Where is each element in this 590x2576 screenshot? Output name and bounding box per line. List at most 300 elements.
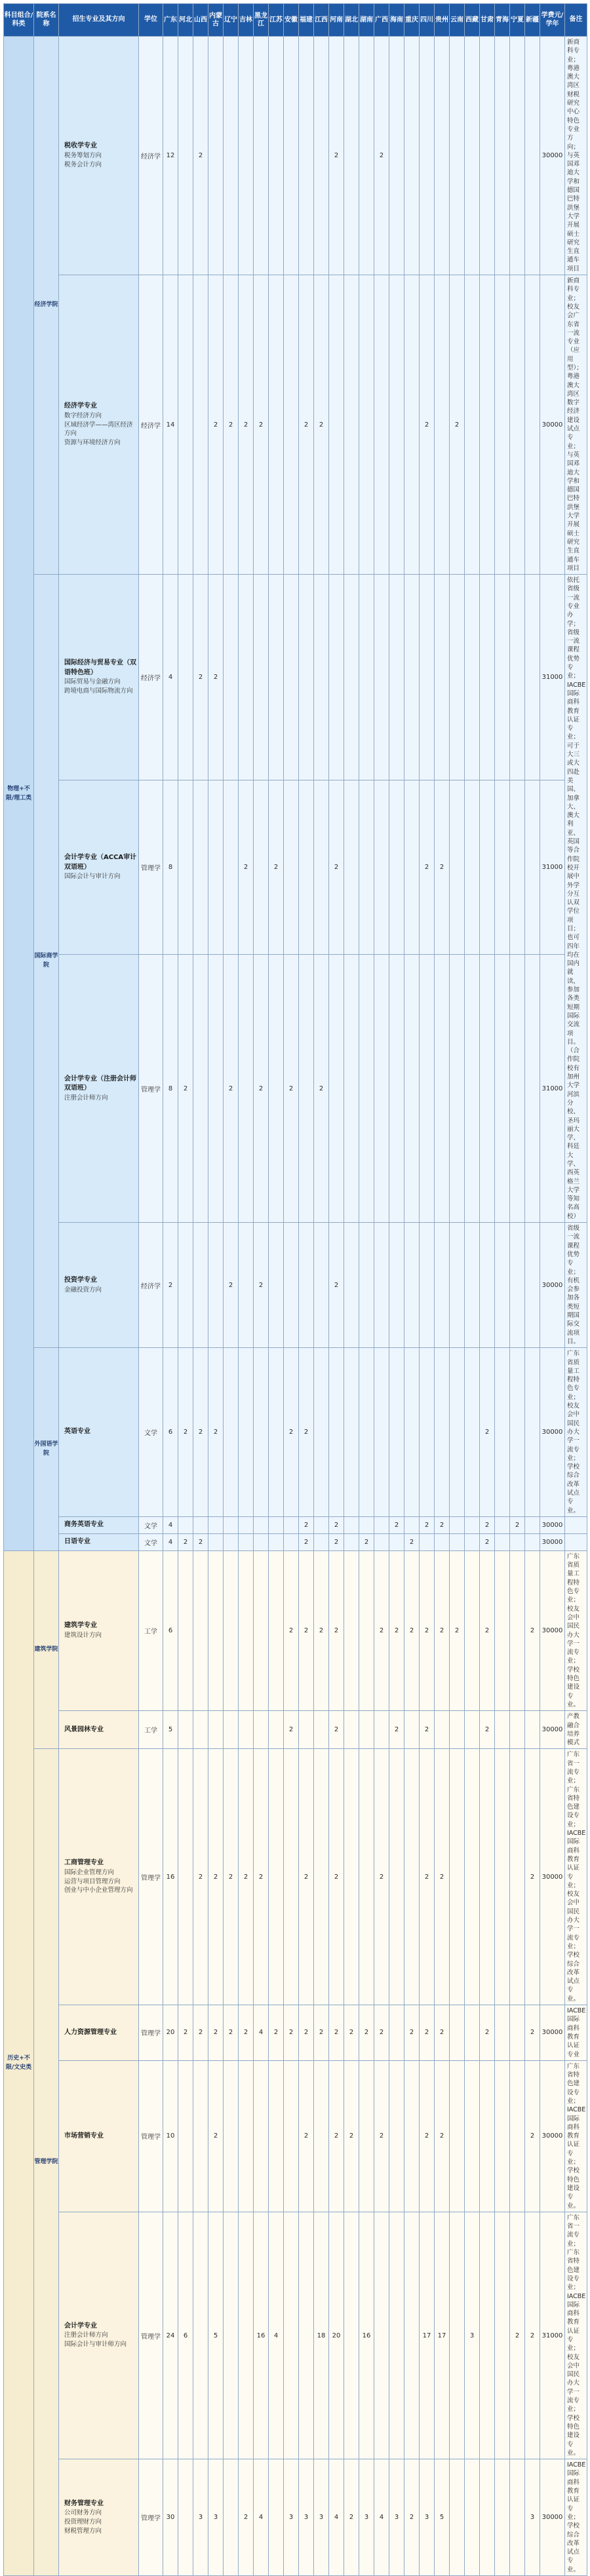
quota-cell: 20 [163, 2005, 178, 2061]
quota-cell [450, 2005, 465, 2061]
quota-cell [404, 955, 420, 1223]
quota-cell [510, 37, 525, 275]
quota-cell [269, 1516, 284, 1533]
quota-cell [495, 2459, 510, 2576]
quota-cell: 2 [239, 275, 254, 575]
note-cell: 新商科专业；校友会广东省一流专业（应用型）；粤港澳大湾区数字经济建设试点专业；与英国邓迪大学和德国巴特洪堡大学开展硕士研究生直通车项目 [565, 275, 587, 575]
quota-cell [495, 780, 510, 954]
header-province: 山西 [193, 4, 208, 37]
quota-cell [525, 1533, 540, 1550]
major-cell [59, 1749, 139, 2005]
quota-cell [178, 780, 193, 954]
major-direction: 税务会计方向 [64, 161, 102, 168]
quota-cell [435, 1533, 450, 1550]
quota-cell [269, 2459, 284, 2576]
quota-cell [208, 1516, 224, 1533]
quota-cell [525, 1516, 540, 1533]
quota-cell: 30 [163, 2459, 178, 2576]
quota-cell: 2 [314, 2005, 329, 2061]
quota-cell: 2 [435, 2060, 450, 2212]
quota-cell [178, 37, 193, 275]
quota-cell [404, 1711, 420, 1749]
quota-cell [359, 37, 374, 275]
fee-cell: 30000 [540, 1223, 565, 1348]
quota-cell [254, 1550, 269, 1710]
quota-cell [239, 1550, 254, 1710]
quota-cell [224, 1711, 239, 1749]
quota-cell: 3 [208, 2459, 224, 2576]
quota-cell [359, 1550, 374, 1710]
header-province: 宁夏 [510, 4, 525, 37]
fee-cell: 30000 [540, 1749, 565, 2005]
quota-cell [224, 2060, 239, 2212]
quota-cell [404, 1516, 420, 1533]
quota-cell [314, 575, 329, 780]
quota-cell [404, 2212, 420, 2459]
quota-cell: 2 [389, 1550, 404, 1710]
quota-cell [495, 575, 510, 780]
quota-cell [374, 1533, 389, 1550]
major-name: 税收学专业 [64, 142, 97, 150]
quota-cell: 2 [404, 2459, 420, 2576]
quota-cell: 2 [299, 1749, 314, 2005]
quota-cell [344, 575, 359, 780]
major-name: 财务管理专业 [64, 2499, 104, 2507]
quota-cell [525, 275, 540, 575]
quota-cell [495, 1550, 510, 1710]
header-province: 吉林 [239, 4, 254, 37]
quota-cell: 2 [193, 1533, 208, 1550]
quota-cell [269, 1533, 284, 1550]
header-province: 江苏 [269, 4, 284, 37]
quota-cell [374, 1223, 389, 1348]
major-name: 会计学专业（ACCA审计双语班） [64, 854, 137, 871]
degree-cell: 经济学 [139, 575, 163, 780]
quota-cell: 4 [269, 2212, 284, 2459]
fee-cell: 30000 [540, 1550, 565, 1710]
quota-cell: 3 [465, 2212, 480, 2459]
quota-cell [254, 1711, 269, 1749]
quota-cell [193, 2060, 208, 2212]
quota-cell: 2 [208, 2005, 224, 2061]
quota-cell [450, 955, 465, 1223]
major-name: 投资学专业 [64, 1277, 97, 1284]
quota-cell [389, 1749, 404, 2005]
quota-cell [510, 1550, 525, 1710]
quota-cell [510, 1348, 525, 1517]
fee-cell: 30000 [540, 2459, 565, 2576]
quota-cell: 2 [193, 37, 208, 275]
quota-cell [284, 275, 299, 575]
category-cell: 物理+不限/理工类 [4, 37, 34, 1551]
quota-cell [344, 1516, 359, 1533]
quota-cell [224, 780, 239, 954]
major-cell [59, 2459, 139, 2576]
header-category: 科目组合/科类 [4, 4, 34, 37]
quota-cell [525, 1348, 540, 1517]
quota-cell: 6 [163, 1348, 178, 1517]
quota-cell [254, 575, 269, 780]
quota-cell [314, 1348, 329, 1517]
quota-cell: 2 [178, 2005, 193, 2061]
quota-cell: 2 [329, 2005, 344, 2061]
quota-cell: 2 [299, 275, 314, 575]
major-cell [59, 780, 139, 954]
quota-cell [344, 37, 359, 275]
major-direction: 投资理财方向 [64, 2518, 102, 2526]
degree-cell: 经济学 [139, 1223, 163, 1348]
quota-cell [510, 2005, 525, 2061]
header-province: 贵州 [435, 4, 450, 37]
quota-cell: 2 [254, 1749, 269, 2005]
major-cell [59, 2060, 139, 2212]
quota-cell [314, 1749, 329, 2005]
degree-cell: 经济学 [139, 37, 163, 275]
quota-cell [465, 2005, 480, 2061]
quota-cell [224, 1348, 239, 1517]
quota-cell: 2 [254, 955, 269, 1223]
quota-cell: 4 [374, 2459, 389, 2576]
quota-cell [254, 2060, 269, 2212]
quota-cell [480, 575, 495, 780]
quota-cell [404, 1749, 420, 2005]
major-direction: 运营与项目管理方向 [64, 1877, 121, 1885]
quota-cell: 16 [254, 2212, 269, 2459]
quota-cell [450, 1516, 465, 1533]
note-cell: 广东省一流专业；广东省特色建设专业；IACBE国际商科教育认证专业；校友会中国民办大学一流专业；学校特色建设专业。 [565, 2212, 587, 2459]
header-province: 甘肃 [480, 4, 495, 37]
quota-cell: 2 [224, 275, 239, 575]
quota-cell: 2 [208, 275, 224, 575]
quota-cell: 2 [420, 1550, 435, 1710]
quota-cell: 2 [254, 1223, 269, 1348]
degree-cell: 文学 [139, 1348, 163, 1517]
quota-cell: 2 [420, 2005, 435, 2061]
quota-cell [314, 780, 329, 954]
quota-cell [480, 37, 495, 275]
quota-cell [420, 1348, 435, 1517]
fee-cell: 30000 [540, 1516, 565, 1533]
major-name: 会计学专业 [64, 2322, 97, 2330]
note-cell: 广东省一流专业；广东省特色建设专业；IACBE国际商科教育认证专业；校友会中国民办大学一流专业；学校综合改革试点专业。 [565, 1749, 587, 2005]
quota-cell [480, 955, 495, 1223]
major-direction: 注册会计师方向 [64, 1094, 108, 1102]
quota-cell: 3 [359, 2459, 374, 2576]
quota-cell: 2 [299, 1550, 314, 1710]
quota-cell [239, 575, 254, 780]
quota-cell [450, 1749, 465, 2005]
quota-cell [224, 2212, 239, 2459]
degree-cell: 管理学 [139, 2459, 163, 2576]
college-cell: 外国语学院 [34, 1348, 59, 1551]
quota-cell: 5 [163, 1711, 178, 1749]
quota-cell [525, 37, 540, 275]
college-cell: 建筑学院 [34, 1550, 59, 1749]
quota-cell [495, 275, 510, 575]
quota-cell [420, 1223, 435, 1348]
quota-cell: 8 [163, 780, 178, 954]
quota-cell: 2 [329, 37, 344, 275]
quota-cell: 2 [284, 955, 299, 1223]
quota-cell: 2 [178, 955, 193, 1223]
major-direction: 财税管理方向 [64, 2527, 102, 2535]
quota-cell [193, 275, 208, 575]
quota-cell: 2 [329, 780, 344, 954]
quota-cell: 2 [299, 1516, 314, 1533]
quota-cell [239, 1533, 254, 1550]
quota-cell [465, 575, 480, 780]
quota-cell [284, 37, 299, 275]
quota-cell [344, 1533, 359, 1550]
header-province: 广东 [163, 4, 178, 37]
quota-cell [178, 1711, 193, 1749]
major-direction: 国际贸易与金融方向 [64, 678, 121, 686]
header-province: 辽宁 [224, 4, 239, 37]
quota-cell [208, 1711, 224, 1749]
quota-cell: 3 [314, 2459, 329, 2576]
degree-cell: 文学 [139, 1516, 163, 1533]
admission-plan-table [3, 3, 587, 2576]
quota-cell [495, 955, 510, 1223]
quota-cell: 8 [163, 955, 178, 1223]
quota-cell: 2 [420, 275, 435, 575]
quota-cell [389, 2060, 404, 2212]
quota-cell [284, 780, 299, 954]
quota-cell [404, 1223, 420, 1348]
quota-cell [465, 2060, 480, 2212]
quota-cell [389, 2005, 404, 2061]
major-cell [59, 575, 139, 780]
quota-cell [239, 1348, 254, 1517]
major-direction: 金融投资方向 [64, 1286, 102, 1294]
quota-cell [435, 1711, 450, 1749]
quota-cell [299, 1711, 314, 1749]
quota-cell [495, 2212, 510, 2459]
major-direction: 国际企业管理方向 [64, 1868, 115, 1876]
degree-cell: 管理学 [139, 1749, 163, 2005]
quota-cell [510, 955, 525, 1223]
note-cell: 省级一流课程优势专业；有机会参加各类短期国际交流项目。 [565, 1223, 587, 1348]
quota-cell [344, 1711, 359, 1749]
major-name: 风景园林专业 [64, 1725, 104, 1733]
quota-cell [314, 1533, 329, 1550]
major-direction: 跨境电商与国际物流方向 [64, 687, 133, 695]
quota-cell [299, 37, 314, 275]
quota-cell [239, 1223, 254, 1348]
note-cell: 广东省特色建设专业；IACBE国际商科教育认证专业；学校特色建设专业。 [565, 2060, 587, 2212]
header-province: 福建 [299, 4, 314, 37]
quota-cell: 4 [254, 2459, 269, 2576]
quota-cell [344, 275, 359, 575]
quota-cell [254, 780, 269, 954]
quota-cell: 24 [163, 2212, 178, 2459]
quota-cell [178, 2459, 193, 2576]
quota-cell [193, 1516, 208, 1533]
quota-cell [389, 955, 404, 1223]
fee-cell: 30000 [540, 275, 565, 575]
quota-cell: 2 [510, 1516, 525, 1533]
quota-cell [344, 780, 359, 954]
major-cell [59, 1550, 139, 1710]
quota-cell: 2 [239, 2459, 254, 2576]
quota-cell [404, 1348, 420, 1517]
header-fee: 学费元/学年 [540, 4, 565, 37]
quota-cell [314, 1223, 329, 1348]
quota-cell [450, 1348, 465, 1517]
header-note: 备注 [565, 4, 587, 37]
quota-cell [344, 955, 359, 1223]
quota-cell [510, 575, 525, 780]
quota-cell: 2 [269, 2005, 284, 2061]
quota-cell: 3 [420, 2459, 435, 2576]
quota-cell: 2 [329, 1711, 344, 1749]
quota-cell [178, 275, 193, 575]
major-name: 人力资源管理专业 [64, 2028, 117, 2036]
college-cell: 国际商学院 [34, 575, 59, 1348]
major-name: 经济学专业 [64, 402, 97, 410]
quota-cell [374, 575, 389, 780]
quota-cell [435, 275, 450, 575]
quota-cell: 2 [344, 2459, 359, 2576]
quota-cell: 2 [344, 2060, 359, 2212]
quota-cell [495, 1749, 510, 2005]
quota-cell [420, 575, 435, 780]
header-major: 招生专业及其方向 [59, 4, 139, 37]
fee-cell: 31000 [540, 780, 565, 954]
quota-cell: 2 [224, 955, 239, 1223]
quota-cell: 3 [389, 2459, 404, 2576]
quota-cell [404, 780, 420, 954]
quota-cell: 2 [359, 1533, 374, 1550]
quota-cell: 2 [329, 1516, 344, 1533]
quota-cell [254, 1348, 269, 1517]
note-cell [565, 1516, 587, 1533]
quota-cell [329, 955, 344, 1223]
quota-cell [329, 575, 344, 780]
quota-cell [178, 1223, 193, 1348]
quota-cell: 2 [420, 2060, 435, 2212]
quota-cell [389, 575, 404, 780]
quota-cell: 2 [208, 575, 224, 780]
quota-cell [359, 780, 374, 954]
quota-cell [208, 780, 224, 954]
quota-cell: 16 [163, 1749, 178, 2005]
quota-cell [299, 955, 314, 1223]
quota-cell: 2 [525, 1550, 540, 1710]
quota-cell [435, 575, 450, 780]
quota-cell [510, 1223, 525, 1348]
degree-cell: 管理学 [139, 780, 163, 954]
quota-cell: 16 [359, 2212, 374, 2459]
quota-cell: 3 [284, 2459, 299, 2576]
degree-cell: 工学 [139, 1550, 163, 1710]
quota-cell [314, 1516, 329, 1533]
quota-cell [224, 1516, 239, 1533]
quota-cell [420, 37, 435, 275]
note-cell: 依托省级一流专业办学；省级一流课程优势专业；IACBE国际商科教育认证专业；可于大三或大四赴美国、加拿大、澳大利亚、英国等合作院校开展中外学分互认双学位项目；也可四年均在国内就读，参加各类短期国际交流项目。（合作院校有加州大学河滨分校、圣玛丽大学、科廷大学、西英格兰大学等知名高校） [565, 575, 587, 1223]
quota-cell [254, 37, 269, 275]
quota-cell [269, 37, 284, 275]
quota-cell [224, 575, 239, 780]
quota-cell [525, 780, 540, 954]
quota-cell [344, 2212, 359, 2459]
quota-cell: 2 [178, 1348, 193, 1517]
quota-cell [525, 955, 540, 1223]
quota-cell: 6 [178, 2212, 193, 2459]
major-cell [59, 1223, 139, 1348]
quota-cell [269, 1348, 284, 1517]
quota-cell: 2 [208, 1749, 224, 2005]
note-cell: 广东省质量工程特色专业；校友会中国民办大学一流专业；学校综合改革试点专业。 [565, 1348, 587, 1517]
quota-cell [193, 1550, 208, 1710]
quota-cell [525, 1223, 540, 1348]
quota-cell [450, 1533, 465, 1550]
quota-cell [374, 2212, 389, 2459]
header-province: 海南 [389, 4, 404, 37]
quota-cell: 2 [404, 1550, 420, 1710]
header-college: 院系名称 [34, 4, 59, 37]
quota-cell: 2 [480, 1550, 495, 1710]
quota-cell: 2 [299, 1533, 314, 1550]
quota-cell [495, 1516, 510, 1533]
quota-cell [193, 780, 208, 954]
quota-cell [269, 955, 284, 1223]
quota-cell [465, 1533, 480, 1550]
quota-cell: 2 [480, 1711, 495, 1749]
quota-cell [239, 37, 254, 275]
quota-cell: 2 [480, 1516, 495, 1533]
quota-cell [374, 1516, 389, 1533]
quota-cell [208, 37, 224, 275]
degree-cell: 工学 [139, 1711, 163, 1749]
header-province: 四川 [420, 4, 435, 37]
quota-cell [269, 275, 284, 575]
major-direction: 区域经济学——湾区经济方向 [64, 421, 133, 438]
quota-cell [269, 2060, 284, 2212]
quota-cell [480, 1223, 495, 1348]
quota-cell [374, 780, 389, 954]
quota-cell: 2 [193, 1348, 208, 1517]
quota-cell [450, 2060, 465, 2212]
header-province: 江西 [314, 4, 329, 37]
major-cell [59, 275, 139, 575]
quota-cell: 2 [480, 1533, 495, 1550]
major-name: 会计学专业（注册会计师双语班） [64, 1075, 136, 1092]
major-name: 日语专业 [64, 1538, 90, 1546]
quota-cell [269, 1749, 284, 2005]
quota-cell [344, 1550, 359, 1710]
quota-cell: 2 [299, 2060, 314, 2212]
quota-cell [178, 575, 193, 780]
quota-cell: 2 [329, 1749, 344, 2005]
quota-cell [178, 1550, 193, 1710]
quota-cell [359, 1516, 374, 1533]
fee-cell: 30000 [540, 1711, 565, 1749]
quota-cell: 2 [359, 2005, 374, 2061]
quota-cell: 2 [314, 955, 329, 1223]
degree-cell: 经济学 [139, 275, 163, 575]
quota-cell [389, 37, 404, 275]
quota-cell [495, 2060, 510, 2212]
quota-cell: 14 [163, 275, 178, 575]
major-cell [59, 955, 139, 1223]
header-province: 河南 [329, 4, 344, 37]
quota-cell [359, 575, 374, 780]
quota-cell: 2 [480, 2005, 495, 2061]
quota-cell: 2 [435, 1749, 450, 2005]
quota-cell [359, 275, 374, 575]
note-cell: 新商科专业；粤港澳大湾区财税研究中心特色专业方向；与英国邓迪大学和德国巴特洪堡大学开展硕士研究生直通车项目 [565, 37, 587, 275]
